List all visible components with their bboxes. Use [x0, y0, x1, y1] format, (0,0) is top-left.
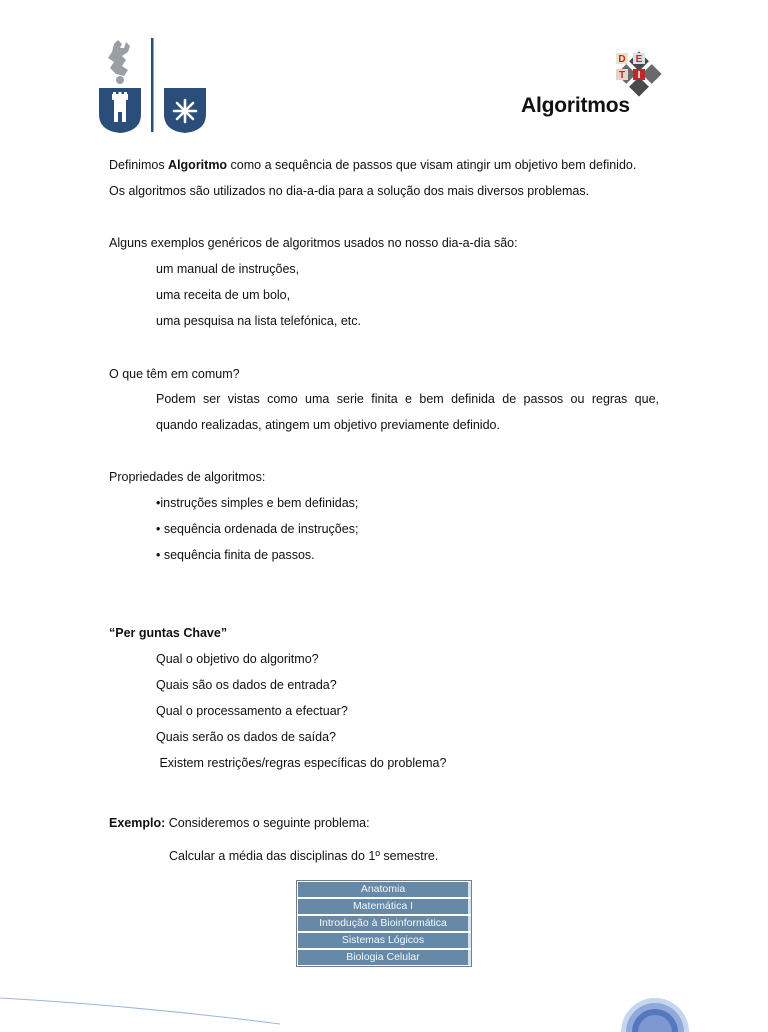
key-question-item: Quais são os dados de entrada?	[156, 678, 337, 692]
property-item: • sequência finita de passos.	[156, 548, 315, 562]
example-item: uma pesquisa na lista telefónica, etc.	[156, 314, 361, 328]
university-logo	[96, 36, 211, 136]
property-item: •instruções simples e bem definidas;	[156, 496, 359, 510]
example-item: uma receita de um bolo,	[156, 288, 291, 302]
table-row: Anatomia	[298, 882, 471, 897]
intro-definition	[109, 158, 636, 172]
key-question-item: Existem restrições/regras específicas do problema?	[156, 756, 447, 770]
key-question-item: Quais serão os dados de saída?	[156, 730, 336, 744]
table-row: Introdução à Bioinformática	[298, 916, 471, 931]
footer-decorative-line	[0, 990, 290, 1030]
table-row: Biologia Celular	[298, 950, 471, 965]
example-text: Consideremos o seguinte problema:	[165, 816, 370, 830]
disciplines-table	[296, 880, 472, 967]
deti-letter-d: D	[618, 54, 626, 65]
example-label: Exemplo:	[109, 816, 166, 830]
key-questions-heading: “Per guntas Chave”	[109, 626, 228, 640]
example-task: Calcular a média das disciplinas do 1º semestre.	[169, 849, 439, 863]
intro-definition-term: Algoritmo	[168, 158, 228, 172]
examples-heading: Alguns exemplos genéricos de algoritmos usados no nosso dia-a-dia são:	[109, 236, 518, 250]
properties-heading: Propriedades de algoritmos:	[109, 470, 266, 484]
key-question-item: Qual o processamento a efectuar?	[156, 704, 348, 718]
deti-logo	[612, 50, 666, 98]
example-item: um manual de instruções,	[156, 262, 300, 276]
key-question-item: Qual o objetivo do algoritmo?	[156, 652, 319, 666]
intro-definition-prefix: Definimos	[109, 158, 169, 172]
intro-usage: Os algoritmos são utilizados no dia-a-dia para a solução dos mais diversos problemas.	[109, 184, 590, 198]
table-row: Matemática I	[298, 899, 471, 914]
intro-definition-rest: como a sequência de passos que visam atingir um objetivo bem definido.	[227, 158, 637, 172]
common-answer-line-2: quando realizadas, atingem um objetivo previamente definido.	[156, 418, 500, 432]
deti-letter-i: I	[637, 70, 641, 81]
common-answer-line-1: Podem ser vistas como uma serie finita e bem definida de passos ou regras que,	[156, 392, 659, 406]
common-question: O que têm em comum?	[109, 367, 240, 381]
table-row: Sistemas Lógicos	[298, 933, 471, 948]
deti-letter-e: E	[635, 54, 643, 65]
property-item: • sequência ordenada de instruções;	[156, 522, 359, 536]
document-title: Algoritmos	[521, 94, 630, 117]
example-statement	[109, 816, 370, 830]
deti-letter-t: T	[618, 70, 626, 81]
footer-decorative-circle	[615, 992, 695, 1032]
